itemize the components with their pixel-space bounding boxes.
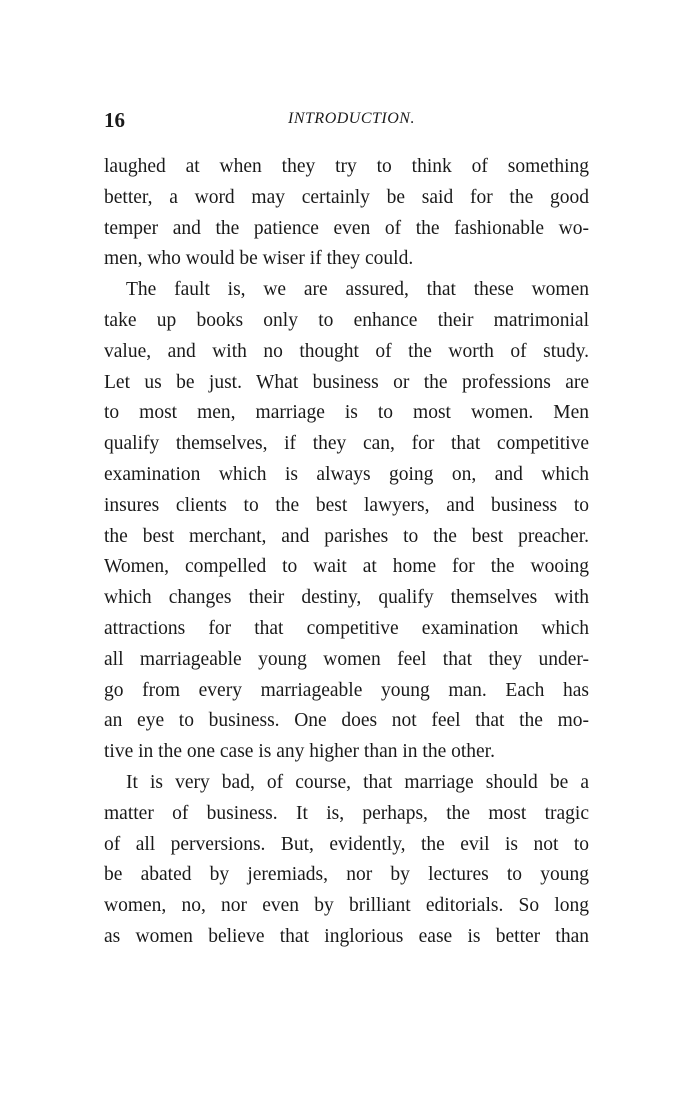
text-line: of all perversions. But, evidently, the evil is not to [104, 833, 589, 855]
text-line: the best merchant, and parishes to the best preacher. [104, 525, 589, 547]
text-line: laughed at when they try to think of something [104, 156, 589, 177]
text-line: tive in the one case is any higher than in the other. [104, 741, 495, 763]
text-line: Women, compelled to wait at home for the wooing [104, 556, 589, 578]
text-line: The fault is, we are assured, that these women [126, 279, 589, 301]
page-body [104, 152, 589, 953]
text-line: attractions for that competitive examination which [104, 617, 589, 639]
text-line: examination which is always going on, and which [104, 463, 589, 485]
text-line: all marriageable young women feel that they under- [104, 648, 589, 670]
text-line: better, a word may certainly be said for the good [104, 186, 589, 208]
text-line: which changes their destiny, qualify themselves with [104, 587, 589, 609]
text-line: be abated by jeremiads, nor by lectures to young [104, 864, 589, 886]
paragraph-3 [104, 768, 589, 953]
running-head: INTRODUCTION. [288, 110, 415, 127]
text-line: men, who would be wiser if they could. [104, 248, 414, 270]
text-line: as women believe that inglorious ease is better than [104, 925, 589, 947]
page-number: 16 [104, 108, 125, 132]
book-page [104, 108, 589, 953]
text-line: women, no, nor even by brilliant editorials. So long [104, 895, 589, 917]
text-line: temper and the patience even of the fashionable wo- [104, 217, 589, 239]
text-line: go from every marriageable young man. Each has [104, 679, 589, 701]
text-line: an eye to business. One does not feel that the mo- [104, 710, 589, 732]
text-line: to most men, marriage is to most women. Men [104, 402, 589, 424]
paragraph-1 [104, 152, 589, 275]
text-line: value, and with no thought of the worth of study. [104, 340, 589, 362]
text-line: insures clients to the best lawyers, and business to [104, 494, 589, 516]
text-line: It is very bad, of course, that marriage should be a [126, 771, 589, 793]
text-line: qualify themselves, if they can, for that competitive [104, 433, 589, 455]
text-line: matter of business. It is, perhaps, the most tragic [104, 802, 589, 824]
paragraph-2 [104, 275, 589, 768]
text-line: take up books only to enhance their matrimonial [104, 309, 589, 331]
page-header [104, 108, 589, 144]
text-line: Let us be just. What business or the professions are [104, 371, 589, 393]
